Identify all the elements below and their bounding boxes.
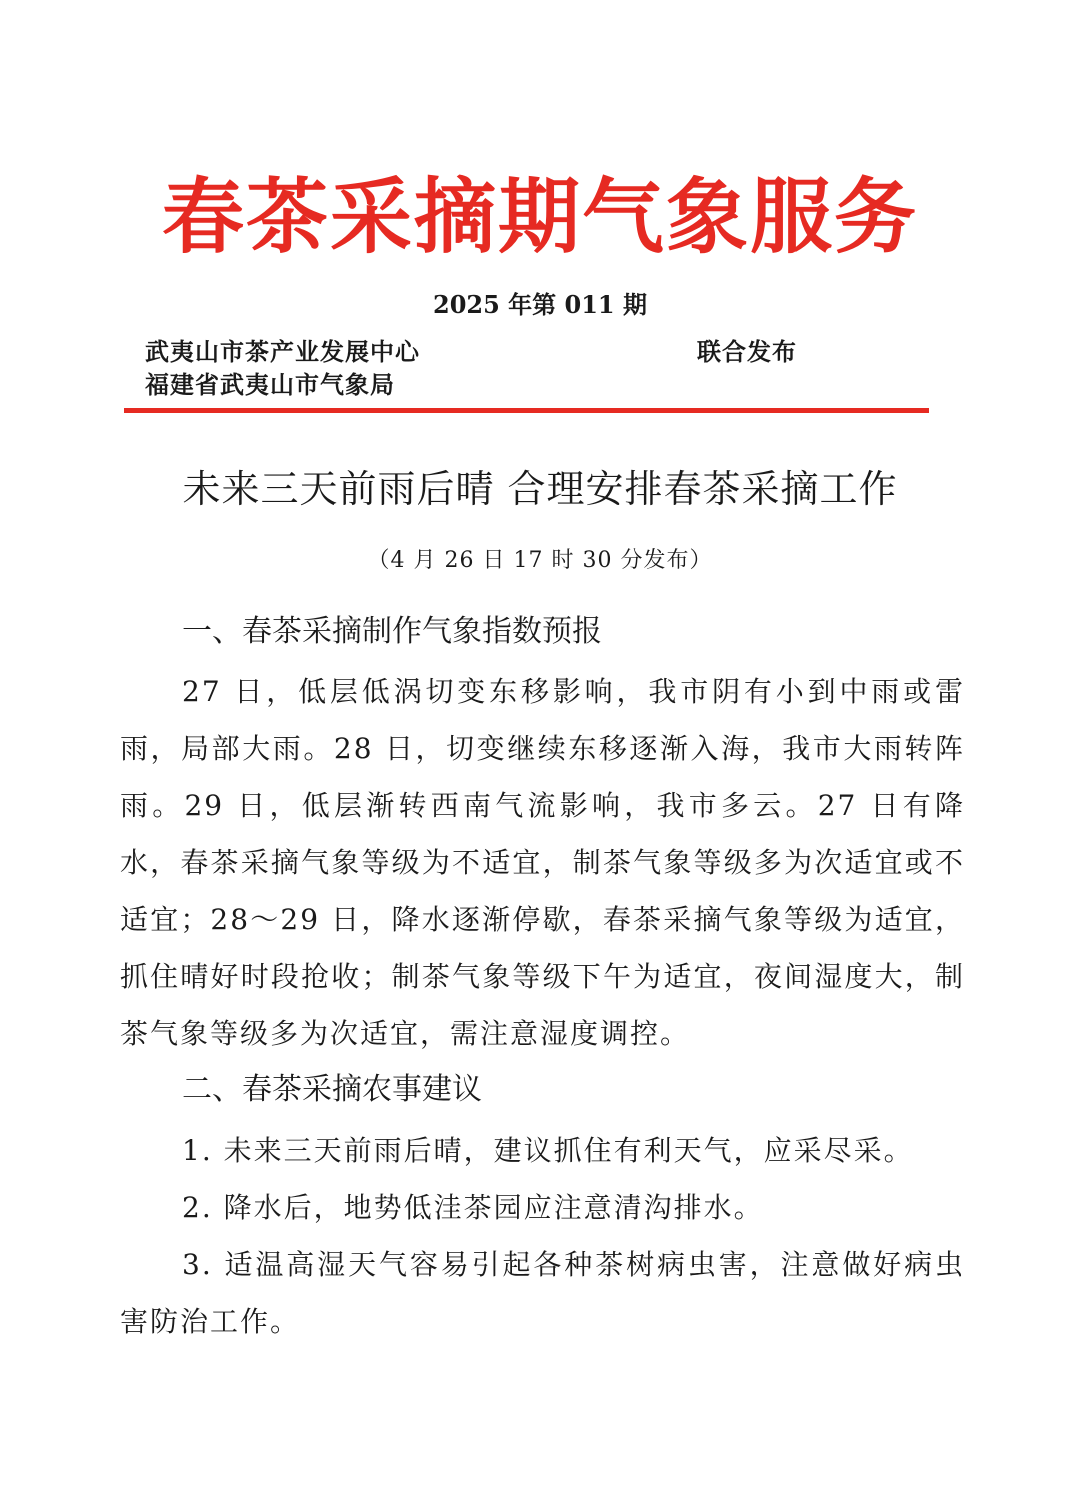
advice-item: 1. 未来三天前雨后晴，建议抓住有利天气，应采尽采。 <box>182 1134 914 1167</box>
section-heading-forecast: 一、春茶采摘制作气象指数预报 <box>182 614 602 649</box>
issuer-meteorological-bureau: 福建省武夷山市气象局 <box>145 371 395 399</box>
issuer-tea-center: 武夷山市茶产业发展中心 <box>145 338 420 366</box>
joint-release-label: 联合发布 <box>697 338 797 366</box>
article-headline: 未来三天前雨后晴 合理安排春茶采摘工作 <box>182 467 898 511</box>
forecast-paragraph: 27 日，低层低涡切变东移影响，我市阴有小到中雨或雷雨，局部大雨。28 日，切变继续东移逐渐入海，我市大雨转阵雨。29 日，低层渐转西南气流影响，我市多云。27 日有降水，春茶采摘气象等级为不适宜，制茶气象等级多为次适宜或不适宜；28～29 日，降水逐渐停歇，春茶采摘气象等级为适宜，抓住晴好时段抢收；制茶气象等级下午为适宜，夜间湿度大，制茶气象等级多为次适宜，需注意湿度调控。 <box>120 675 965 1050</box>
issue-number: 2025 年第 011 期 <box>433 290 647 319</box>
section-heading-advice: 二、春茶采摘农事建议 <box>182 1072 482 1107</box>
advice-item: 2. 降水后，地势低洼茶园应注意清沟排水。 <box>182 1191 764 1224</box>
masthead-title: 春茶采摘期气象服务 <box>161 170 918 265</box>
release-time: （4 月 26 日 17 时 30 分发布） <box>367 548 713 573</box>
issuer-list <box>145 336 420 402</box>
advice-item: 3. 适温高湿天气容易引起各种茶树病虫害，注意做好病虫害防治工作。 <box>120 1248 965 1338</box>
red-divider-rule <box>124 408 929 413</box>
